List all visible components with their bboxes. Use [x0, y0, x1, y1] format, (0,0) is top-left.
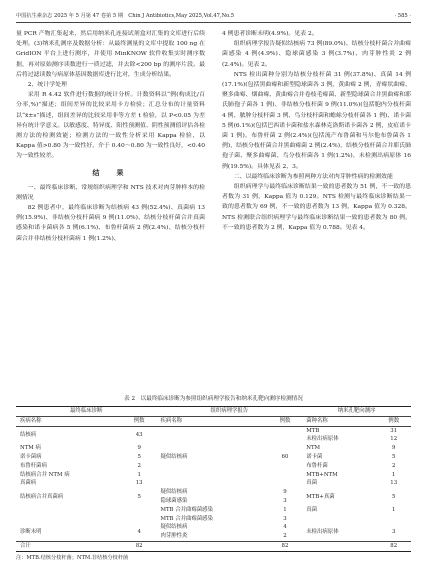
final-dx-name: 结核病合并 NTM 病 [20, 471, 70, 478]
col-header: 例数 [122, 416, 157, 426]
nts-count: 9 [391, 445, 396, 452]
nts-count: 3 [391, 528, 396, 535]
group-header-final: 最终临床诊断 [16, 407, 156, 417]
pathology-name: MTB 合并曲霉菌感染 [160, 515, 213, 522]
col-header: 例数 [376, 416, 411, 426]
final-dx-name: 布鲁杆菌病 [20, 462, 47, 469]
col-header: 菌种名称 [302, 416, 376, 426]
pathology-name: 肉芽肿性炎 [160, 533, 188, 540]
pathology-name: 疑似结核病 [160, 453, 188, 460]
final-dx-name: NTM 病 [20, 445, 41, 452]
total-pathology: 82 [268, 541, 303, 551]
final-dx-count: 2 [137, 462, 141, 469]
final-dx-name: 诊断未明 [20, 528, 42, 535]
group-header-pathology: 组织病理学报告 [156, 407, 302, 417]
nts-count: 5 [391, 453, 396, 460]
final-dx-count: 5 [137, 453, 141, 460]
pathology-paragraph: 组织病理学报告疑似结核病 73 例(89.0%)、结核分枝杆菌合并曲霉菌感染 4 例(4.9%)、隐球菌感染 3 例(3.7%)、肉芽肿性炎 2 例(2.4%)。见表 2。 [222, 41, 411, 68]
total-nts: 82 [376, 541, 411, 551]
pathology-count: 9 [283, 489, 287, 496]
final-dx-name [16, 506, 122, 515]
pathology-name: 隐球菌感染 [160, 497, 188, 504]
final-dx-count: 9 [137, 445, 141, 452]
result-1-paragraph: 82 例患者中，最终临床诊断为结核病 43 例(52.4%)、真菌病 13 例(15.9%)、非结核分枝杆菌病 9 例(11.0%)、结核分枝杆菌合并真菌感染和诺卡菌病各 5 例(6.1%)、布鲁杆菌病 2 例(2.4%)、结核分枝杆菌合并非结核分枝杆菌病 1 例(1.2%)、 [16, 205, 205, 242]
table-row [16, 426, 411, 435]
final-dx-count: 43 [135, 431, 143, 438]
result-1-heading: 一、最终临床诊断、常规组织病理学和 NTS 技术对肉芽肿样本的检测情况 [16, 184, 205, 201]
result-1-cont: 4 例患者诊断未明(4.9%)。见表 2。 [222, 31, 318, 37]
methods-paragraph: 量 PCR 产物汇集起来，然后用纳米孔连接试剂盒对汇集的文库进行后续处理。(3)纳米孔测序及数据分析：从最终测量的文库中提取 100 ng 在 GridION 平台上进行测序，并使用 MinKNOW 软件收集实时测序数据，再对原始测序读数进行一质过滤，并去除<200 bp 的测序片段。最后将过滤读数与病原体基因数据库进行比对，生成分析结果。 [16, 31, 205, 78]
pathology-count: 3 [283, 515, 287, 522]
nts-count: 12 [390, 436, 398, 443]
final-dx-name: 结核病合并真菌病 [20, 493, 64, 500]
nts-count: 1 [391, 471, 396, 478]
final-dx-name: 结核病 [20, 431, 37, 438]
journal-header: 中国抗生素杂志 2025 年 5 月第 47 卷第 5 期 Chin J Antibiotics,May 2025,Vol.47,No.5 [16, 13, 235, 19]
total-label: 合计 [16, 541, 122, 551]
nts-name: NTM [306, 445, 321, 452]
group-header-nts: 纳米孔靶向测序 [302, 407, 411, 417]
pathology-name: 疑似结核病 [160, 524, 188, 531]
nts-count: 5 [391, 493, 396, 500]
nts-count: 2 [391, 462, 396, 469]
col-header: 例数 [268, 416, 303, 426]
total-final: 82 [122, 541, 157, 551]
right-column [222, 29, 411, 233]
nts-name [302, 515, 376, 524]
pathology-name: MTB 合并曲霉菌感染 [160, 506, 213, 513]
final-dx-count: 4 [137, 528, 141, 535]
running-header [16, 10, 411, 23]
stat-heading: 2、统计学处理 [27, 82, 67, 89]
nts-paragraph: NTS 检出菌种分别为结核分枝杆菌 31 例(37.8%)、真菌 14 例(17.1%)(包括黑曲霉和新型隐球菌各 3 例，黄曲霉 2 例，青霉状曲霉、聚多曲霉、烟曲霉、黄曲霉合并卷枝毛霉菌、新型隐球菌合并黑曲霉和耶氏肺孢子菌各 1 例)、非结核分枝杆菌 9 例(11.0%)(包括胞内分枝杆菌 4 例、脓肿分枝杆菌 3 例、鸟分枝杆菌和蟾蜍分枝杆菌各 1 例)、诺卡菌 5 例(6.1%)(包括巴西诺卡菌和盐水森林克洛斯诺卡菌各 2 例，皮疽诺卡菌 1 例)，布鲁杆菌 2 例(2.4%)(包括流产布鲁菌和马尔他布鲁菌各 1 例)，结核分枝杆菌合并黑曲霉菌 2 例(2.4%)，结核分枝杆菌合并耶氏肺孢子菌、聚多曲霉菌、鸟分枝杆菌各 1 例(1.2%)，未检测出病原体 16 例(19.5%)。具体见表 2、3。 [222, 71, 411, 170]
total-spacer [156, 541, 267, 551]
pathology-count: 3 [283, 497, 287, 504]
final-dx-count: 1 [137, 471, 141, 478]
result-2-heading: 二、以最终临床诊断为参照两种方法对肉芽肿性病的检测效能 [233, 173, 393, 180]
final-dx-name: 诺卡菌病 [20, 453, 42, 460]
stat-paragraph: 采用 R 4.42 软件进行数据的统计分析。计数资料以“例(构成比/百分率,%)”描述；组间差异的比较采用卡方检验；汇总分布的计量资料以“x̄±s”描述，组间差异的比较采用非等方差 t 检验，以 P<0.05 为差异有统计学意义。以敏感度、特异度、阳性预测值、阴性预测值评估各检测方法的检测效能；检测方法的一致性分析采用 Kappa 检验，以 Kappa 值>0.80 为一致性好，介于 0.40～0.80 为一致性良好，<0.40 为一致性较差。 [16, 92, 205, 160]
nts-name: 真菌 [306, 480, 318, 487]
pathology-count: 1 [283, 506, 287, 513]
comparison-table [16, 406, 411, 552]
nts-name: 布鲁杆菌 [306, 462, 328, 469]
table-row [16, 506, 411, 515]
table-row [16, 515, 411, 524]
nts-name: MTB [306, 427, 320, 434]
nts-name: 诺卡菌 [306, 453, 323, 460]
nts-count [376, 515, 411, 524]
table-row [16, 488, 411, 497]
nts-name: 真菌 [306, 506, 318, 513]
nts-name: 未检出病原体 [306, 528, 339, 535]
nts-name: MTB+真菌 [306, 493, 335, 500]
final-dx-count: 5 [137, 493, 141, 500]
nts-count: 31 [390, 427, 398, 434]
results-title: 结 果 [92, 167, 129, 177]
pathology-count: 2 [283, 533, 287, 540]
col-header: 疾病名称 [16, 416, 122, 426]
table-row [16, 523, 411, 532]
table-caption: 表 2 以最终临床诊断为参照组织病理学报告和纳米孔靶向测序检测情况 [124, 396, 303, 402]
pathology-count: 4 [283, 524, 287, 531]
nts-name: 未检出病原体 [306, 436, 339, 443]
final-dx-count [122, 515, 157, 524]
pathology-name: 疑似结核病 [160, 489, 188, 496]
final-dx-count [122, 506, 157, 515]
nts-count: 13 [390, 480, 398, 487]
kappa-paragraph: 组织病理学与最终临床诊断结果一致的患者数为 51 例，不一致的患者数为 31 例，Kappa 值为 0.129。NTS 检测与最终临床诊断结果一致的患者数为 69 例，不一致的患者数为 13 例，Kappa 值为 0.328。NTS 检测联合组织病理学与最终临床诊断结果一致的患者数为 80 例，不一致的患者数为 2 例，Kappa 值为 0.788。见表 4。 [222, 184, 411, 231]
left-column [16, 29, 205, 244]
table-note: 注：MTB.结核分枝杆菌；NTM.非结核分枝杆菌 [16, 554, 129, 561]
table-2 [16, 395, 411, 563]
nts-count: 1 [391, 506, 396, 513]
total-row [16, 541, 411, 551]
final-dx-count: 13 [135, 480, 143, 487]
nts-name: MTB+NTM [306, 471, 338, 478]
final-dx-name [16, 515, 122, 524]
col-header: 疾病名称 [156, 416, 267, 426]
total-spacer [302, 541, 376, 551]
pathology-count: 60 [281, 453, 289, 460]
final-dx-name: 真菌病 [20, 480, 37, 487]
page-number: · 585 · [394, 13, 411, 19]
